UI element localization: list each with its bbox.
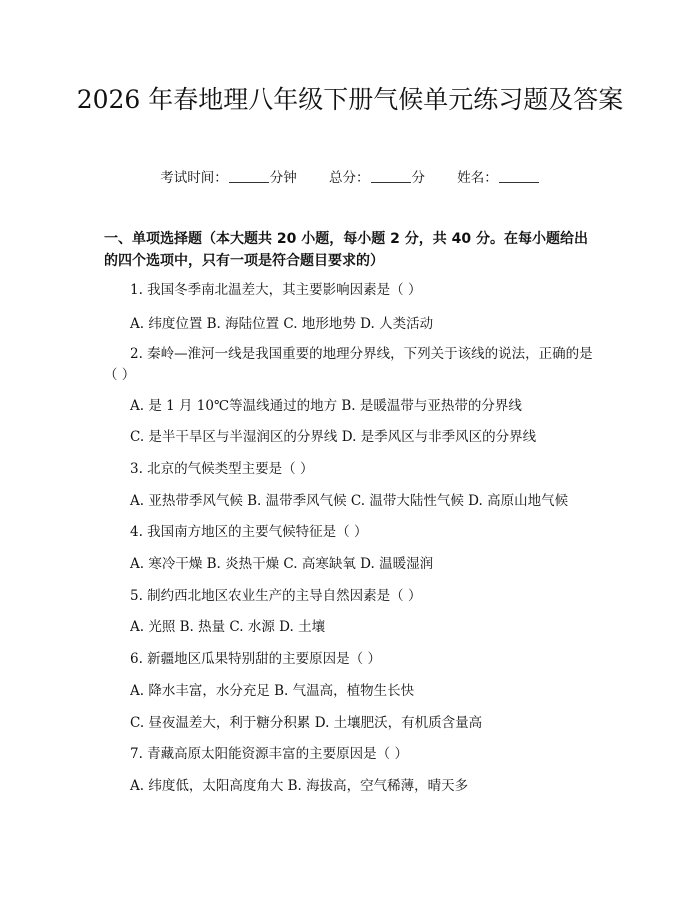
student-name-label: 姓名：: [457, 170, 498, 186]
total-score-label: 总分：: [329, 170, 370, 186]
exam-time-unit: 分钟: [269, 170, 297, 186]
exam-time-label: 考试时间：: [160, 170, 228, 186]
question-options: A. 降水丰富，水分充足 B. 气温高，植物生长快: [130, 683, 415, 699]
question-options: A. 是 1 月 10℃等温线通过的地方 B. 是暖温带与亚热带的分界线: [130, 398, 522, 414]
exam-time-field: [160, 168, 297, 188]
question-options: A. 光照 B. 热量 C. 水源 D. 土壤: [130, 619, 326, 635]
question-stem: 2. 秦岭—淮河一线是我国重要的地理分界线，下列关于该线的说法，正确的是（ ）: [104, 346, 593, 383]
exam-time-blank: [229, 170, 269, 183]
question-stem: 1. 我国冬季南北温差大，其主要影响因素是（ ）: [130, 282, 422, 298]
question-stem: 4. 我国南方地区的主要气候特征是（ ）: [130, 524, 368, 540]
question-stem: 6. 新疆地区瓜果特别甜的主要原因是（ ）: [130, 651, 381, 667]
question-options: A. 纬度低，太阳高度角大 B. 海拔高，空气稀薄，晴天多: [130, 778, 469, 794]
question-stem: 3. 北京的气候类型主要是（ ）: [130, 461, 314, 477]
total-score-unit: 分: [411, 170, 425, 186]
student-name-field: [457, 168, 540, 188]
exam-info-line: [0, 168, 700, 188]
question-options: A. 寒冷干燥 B. 炎热干燥 C. 高寒缺氧 D. 温暖湿润: [130, 556, 434, 572]
document-title: 2026 年春地理八年级下册气候单元练习题及答案: [76, 85, 624, 114]
question-options: C. 是半干旱区与半湿润区的分界线 D. 是季风区与非季风区的分界线: [130, 429, 537, 445]
section-heading-single-choice: 一、单项选择题（本大题共 20 小题，每小题 2 分，共 40 分。在每小题给出的四个选项中，只有一项是符合题目要求的）: [104, 231, 588, 269]
question-stem: 5. 制约西北地区农业生产的主导自然因素是（ ）: [130, 588, 422, 604]
question-stem: 7. 青藏高原太阳能资源丰富的主要原因是（ ）: [130, 746, 408, 762]
question-options: A. 亚热带季风气候 B. 温带季风气候 C. 温带大陆性气候 D. 高原山地气候: [130, 493, 569, 509]
student-name-blank: [499, 170, 539, 183]
question-options: A. 纬度位置 B. 海陆位置 C. 地形地势 D. 人类活动: [130, 316, 434, 332]
total-score-blank: [371, 170, 411, 183]
question-options: C. 昼夜温差大，利于糖分积累 D. 土壤肥沃，有机质含量高: [130, 715, 483, 731]
total-score-field: [329, 168, 425, 188]
